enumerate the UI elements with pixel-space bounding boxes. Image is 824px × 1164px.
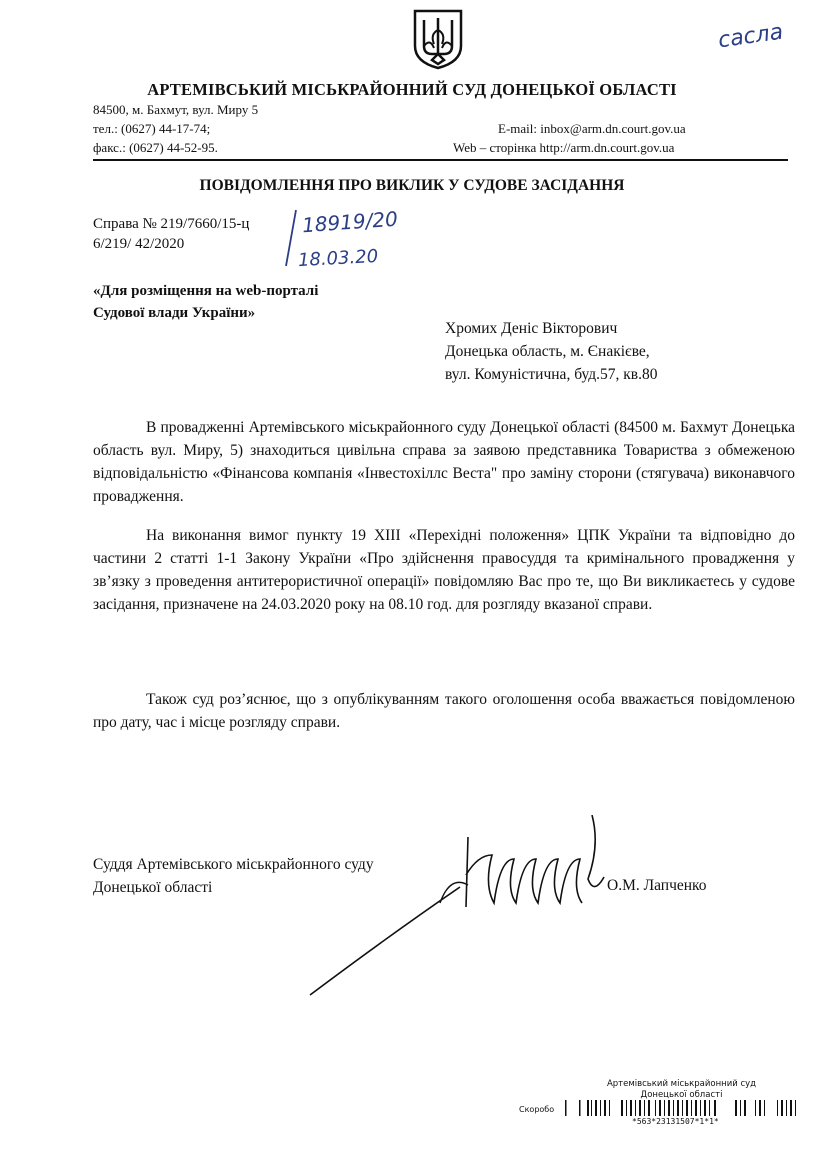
stamp-court [604,1079,759,1101]
handwritten-signature [300,815,620,1005]
court-email: E-mail: inbox@arm.dn.court.gov.ua [498,121,686,136]
document-title: ПОВІДОМЛЕННЯ ПРО ВИКЛИК У СУДОВЕ ЗАСІДАННЯ [199,177,625,194]
stamp-court-line1: Артемівський міськрайонний суд [606,1079,757,1089]
recipient-block [445,317,658,386]
court-name: АРТЕМІВСЬКИЙ МІСЬКРАЙОННИЙ СУД ДОНЕЦЬКОЇ ОБЛАСТІ [147,80,677,99]
corner-handwriting: сасла [716,19,785,54]
web-portal-note-line1: «Для розміщення на web-порталі [93,283,319,299]
judge-name: О.М. Лапченко [607,877,707,894]
web-portal-note-line2: Судової влади України» [93,305,256,321]
coat-of-arms-icon [412,8,464,70]
barcode-number: *563*23131507*1*1* [632,1117,719,1126]
court-fax: факс.: (0627) 44-52-95. [93,140,218,155]
paragraph-explanation: Також суд роз’яснює, що з опублікуванням такого оголошення особа вважається повідомленою про дату, час і місце розгляду справи. [93,691,795,731]
paragraph-summons: На виконання вимог пункту 19 XIII «Перехідні положення» ЦПК України та відповідно до частини 2 статті 1-1 Закону України «Про здійснення правосуддя та кримінального провадження у зв’язку з проведення антитерористичної операції» повідомляю Вас про те, що Ви викликаєтесь у судове засідання, призначене на 24.03.2020 року на 08.10 год. для розгляду вказаної справи. [93,527,795,613]
recipient-region: Донецька область, м. Єнакієве, [445,343,650,360]
recipient-street: вул. Комуністична, буд.57, кв.80 [445,366,658,383]
court-address: 84500, м. Бахмут, вул. Миру 5 [93,102,259,117]
judge-title-line2: Донецької області [93,879,213,896]
court-website: Web – сторінка http://arm.dn.court.gov.ua [453,140,675,155]
stamp-label: Скоробо [519,1105,555,1114]
judge-title-line1: Суддя Артемівського міськрайонного суду [93,856,374,873]
proceeding-number: 6/219/ 42/2020 [93,236,185,252]
web-portal-note [93,280,318,324]
barcode-icon [565,1100,800,1116]
header-divider [93,159,788,161]
court-phone: тел.: (0627) 44-17-74; [93,121,211,136]
handwritten-registration-number: 18919/20 [301,206,399,238]
paragraph-case-info: В провадженні Артемівського міськрайонного суду Донецької області (84500 м. Бахмут Донецька область вул. Миру, 5) знаходиться цивільна справа за заявою представника Товариства з обмеженою відповідальністю «Фінансова компанія «Інвестохіллс Веста" про заміну сторони (стягувача) виконавчого провадження. [93,419,795,505]
handwritten-registration-date: 18.03.20 [297,245,379,272]
recipient-name: Хромих Деніс Вікторович [445,320,618,337]
case-number: Справа № 219/7660/15-ц [93,216,250,232]
stamp-court-line2: Донецької області [640,1090,723,1100]
